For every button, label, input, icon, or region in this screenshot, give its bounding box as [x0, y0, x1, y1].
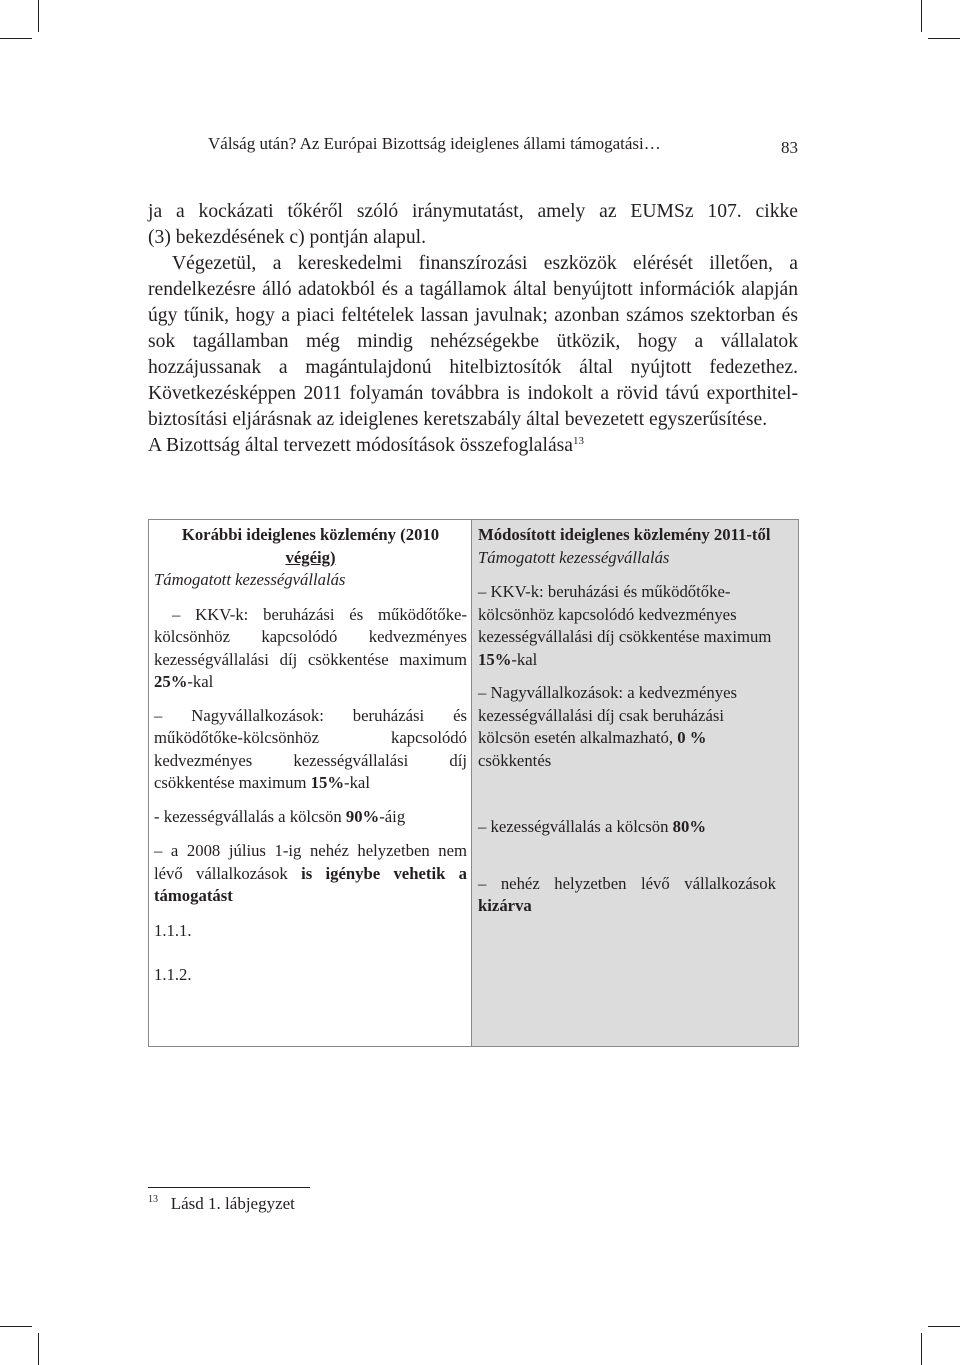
left-reference-2: 1.1.2. — [154, 965, 192, 984]
crop-mark — [38, 1333, 39, 1365]
left-item-large-companies — [154, 705, 467, 795]
right-item-guarantee-text: – kezességvállalás a kölcsön — [478, 817, 673, 836]
left-item-sme-percent: 25% — [154, 672, 188, 691]
left-item-sme-line-1: – KKV-k: beruházási és működőtőke- — [172, 604, 467, 624]
left-item-difficulty-text: – a 2008 július 1-ig nehéz helyzetben nem lévő vállalkozások — [154, 841, 467, 883]
left-item-large-percent: 15% — [310, 773, 345, 792]
previous-communication-column — [149, 520, 472, 1047]
crop-mark — [921, 1333, 922, 1365]
left-reference-1: 1.1.1. — [154, 920, 192, 940]
summary-heading-text: A Bizottság által tervezett módosítások összefoglalása — [148, 435, 573, 456]
crop-mark — [921, 0, 922, 32]
crop-mark — [38, 0, 39, 32]
footnote-number: 13 — [148, 1194, 158, 1205]
footnote-reference: 13 — [572, 435, 584, 447]
left-item-sme-text: kölcsönhöz kapcsolódó kedvezményes kezességvállalási díj csökkentése maximum — [154, 627, 467, 669]
left-column-subheading: Támogatott kezességvállalás — [154, 570, 346, 589]
right-item-sme-suffix: -kal — [511, 649, 538, 669]
left-item-difficulty-bold: is igénybe vehetik a támogatást — [154, 863, 468, 905]
right-column-subheading: Támogatott kezességvállalás — [478, 547, 670, 567]
crop-mark — [0, 1326, 32, 1327]
left-item-guarantee-suffix: -áig — [379, 806, 406, 826]
right-item-sme — [478, 581, 776, 671]
table-row — [149, 520, 799, 1047]
left-column-heading-line-1: Korábbi ideiglenes közlemény (2010 — [181, 525, 440, 544]
right-item-guarantee-share — [478, 816, 776, 839]
left-item-guarantee-percent: 90% — [345, 806, 380, 826]
right-item-large-percent: 0 % — [677, 728, 707, 747]
paragraph-2: Végezetül, a kereskedelmi finanszírozási eszközök elérését illetően, a rendelkezésre álló adatokból és a tagállamok által benyújtott információk alapján úgy tűnik, hogy a piaci feltételek lassan javulnak; azonban számos szektorban és sok tagállamban még mindig nehézségekbe ütközik, hogy a vállalatok hozzájussanak a magántulajdonú hitelbiztosítók által nyújtott fedezethez. Következésképpen 2011 folyamán továbbra is indokolt a rövid távú exporthitel-biztosítási eljárásnak az ideiglenes keretszabály által bevezetett egyszerűsítése. — [148, 253, 798, 430]
right-item-sme-text: – KKV-k: beruházási és működőtőke-kölcsönhöz kapcsolódó kedvezményes kezességvállalási díj csökkentése maximum — [478, 582, 772, 646]
left-column-heading-line-2: végéig) — [285, 547, 336, 567]
crop-mark — [928, 1326, 960, 1327]
amended-communication-column — [472, 520, 799, 1047]
body-text — [148, 199, 798, 459]
paragraph-3 — [148, 433, 798, 459]
right-item-large-suffix: csökkentés — [478, 750, 552, 770]
right-item-large-companies — [478, 682, 776, 772]
right-column-heading: Módosított ideiglenes közlemény 2011-től — [478, 525, 771, 544]
left-item-large-suffix: -kal — [344, 773, 370, 792]
left-item-guarantee-text: - kezességvállalás a kölcsön — [154, 806, 346, 826]
right-item-firms-in-difficulty — [478, 873, 776, 918]
left-item-large-text: – Nagyvállalkozások: beruházási és működőtőke-kölcsönhöz kapcsolódó kedvezményes kezességvállalási díj csökkentése maximum — [154, 705, 467, 792]
left-item-guarantee-share — [154, 806, 467, 829]
right-item-difficulty-text: – nehéz helyzetben lévő vállalkozások — [478, 873, 776, 893]
footnote-text: Lásd 1. lábjegyzet — [170, 1194, 295, 1213]
crop-mark — [0, 38, 32, 39]
paragraph-1-line-1: ja a kockázati tőkéről szóló iránymutatást, amely az EUMSz 107. cikke — [148, 201, 798, 222]
right-item-difficulty-bold: kizárva — [478, 896, 532, 915]
right-item-guarantee-percent: 80% — [672, 817, 706, 836]
right-item-large-text: – Nagyvállalkozások: a kedvezményes kezességvállalási díj csak beruházási kölcsön esetén alkalmazható, — [478, 683, 738, 747]
left-item-sme — [154, 626, 467, 694]
right-item-sme-percent: 15% — [478, 649, 512, 669]
left-item-firms-in-difficulty — [154, 840, 467, 908]
comparison-table — [148, 519, 799, 1047]
footnote-separator — [148, 1187, 310, 1188]
page-number: 83 — [781, 138, 798, 157]
paragraph-1-line-2: (3) bekezdésének c) pontján alapul. — [148, 227, 426, 248]
crop-mark — [928, 38, 960, 39]
running-header: Válság után? Az Európai Bizottság ideiglenes állami támogatási… — [208, 134, 661, 153]
footnote — [148, 1192, 295, 1216]
left-item-sme-suffix: -kal — [187, 672, 214, 691]
